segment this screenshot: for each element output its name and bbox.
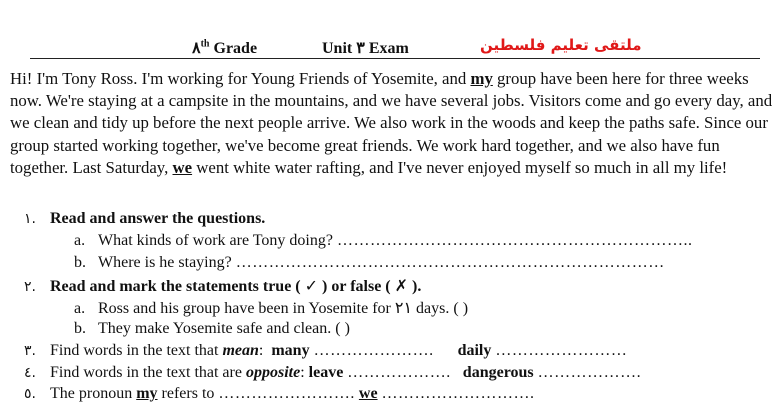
item-text: What kinds of work are Tony doing?: [98, 232, 337, 249]
target-word: dangerous: [462, 364, 534, 381]
question-title-middle: ) or false (: [318, 278, 395, 295]
grade-word: Grade: [213, 40, 258, 57]
question-colon: :: [258, 342, 264, 359]
passage-part-2: group have been here for three weeks now. We're staying at a campsite in the mountains, and we have several jobs. Visitors come and go every day, and we clean and tidy up before the next people arrive. We also work in the woods and keep the paths safe. Since our group started working together, we've become great friends. We work hard together, and we also have fun together. Last Saturday,: [10, 69, 773, 177]
target-word: we: [358, 385, 378, 402]
item-letter: b.: [74, 320, 86, 337]
target-word: daily: [457, 342, 492, 359]
exam-header: [0, 30, 780, 58]
answer-blank[interactable]: ……………….: [347, 364, 451, 381]
reading-passage: [10, 68, 774, 179]
question-1: [24, 210, 265, 228]
question-number: ٢.: [24, 279, 36, 295]
question-emphasis: opposite: [245, 364, 301, 381]
question-text: Find words in the text that: [50, 342, 223, 359]
target-word: many: [271, 342, 310, 359]
answer-blank[interactable]: ……………………: [495, 342, 628, 359]
grade-superscript: th: [200, 38, 210, 50]
question-number: ٣.: [24, 343, 36, 359]
item-text[interactable]: Ross and his group have been in Yosemite for ٢١ days. ( ): [98, 300, 469, 317]
check-icon: ✓: [304, 276, 319, 295]
answer-blank[interactable]: ………………………………………………………..: [336, 232, 693, 249]
question-2a: [74, 298, 468, 318]
item-letter: a.: [74, 232, 86, 249]
answer-blank[interactable]: …………………….: [218, 385, 355, 402]
site-name: ملتقى تعليم فلسطين: [480, 36, 642, 54]
question-number: ٥.: [24, 386, 36, 402]
question-4: [24, 364, 641, 382]
question-title-start: Read and mark the statements true (: [50, 278, 305, 295]
passage-part-1: Hi! I'm Tony Ross. I'm working for Young Friends of Yosemite, and: [10, 69, 471, 88]
unit-title: Unit ٣ Exam: [322, 40, 409, 57]
target-word: leave: [308, 364, 344, 381]
passage-underlined-we: we: [172, 157, 193, 177]
question-3: [24, 342, 627, 360]
question-number: ٤.: [24, 365, 36, 381]
question-title: Read and answer the questions.: [50, 210, 266, 227]
question-5: [24, 385, 535, 403]
question-text: The pronoun: [50, 385, 137, 402]
question-number: ١.: [24, 211, 36, 227]
passage-underlined-my: my: [470, 69, 493, 88]
question-2: [24, 276, 421, 296]
question-colon: :: [300, 364, 305, 381]
answer-blank[interactable]: ……………….: [537, 364, 642, 381]
target-word: my: [136, 385, 158, 402]
answer-blank[interactable]: ………………….: [313, 342, 434, 359]
cross-icon: ✗: [394, 276, 409, 295]
grade-number: ٨: [192, 40, 201, 57]
answer-blank[interactable]: ……………………………………………………………………: [235, 254, 665, 271]
grade-label: [192, 38, 257, 58]
answer-blank[interactable]: ……………………….: [381, 385, 535, 402]
question-1b: [74, 254, 665, 272]
item-letter: a.: [74, 300, 86, 317]
item-text[interactable]: They make Yosemite safe and clean. ( ): [98, 320, 350, 337]
question-1a: [74, 232, 692, 250]
item-text: Where is he staying?: [98, 254, 236, 271]
passage-part-3: went white water rafting, and I've never enjoyed myself so much in all my life!: [192, 157, 728, 177]
header-divider: [30, 58, 760, 59]
question-title-end: ).: [408, 278, 422, 295]
item-letter: b.: [74, 254, 86, 271]
question-text: Find words in the text that are: [50, 364, 246, 381]
question-2b: [74, 320, 350, 338]
question-text-middle: refers to: [157, 385, 219, 402]
question-emphasis: mean: [222, 342, 259, 359]
